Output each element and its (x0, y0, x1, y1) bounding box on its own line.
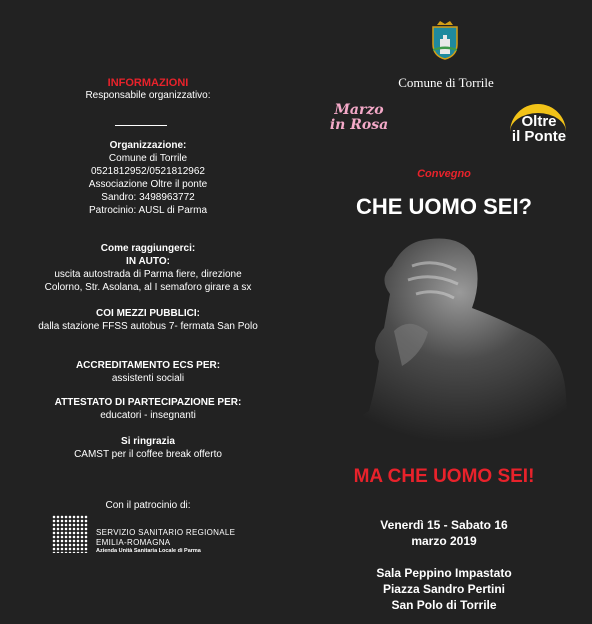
org-title: Organizzazione: (109, 140, 187, 151)
ssr-line: Azienda Unità Sanitaria Locale di Parma (96, 548, 201, 554)
directions-title: Come raggiungerci: (100, 243, 196, 254)
ssr-line: SERVIZIO SANITARIO REGIONALE (96, 528, 236, 537)
oltre-line: il Ponte (511, 128, 567, 145)
attestato-line: educatori - insegnanti (100, 410, 196, 421)
date-line: marzo 2019 (411, 534, 477, 548)
car-title: IN AUTO: (126, 256, 170, 267)
org-line: Associazione Oltre il ponte (88, 179, 208, 190)
municipality-name: Comune di Torrile (398, 75, 494, 90)
cover-panel (296, 0, 592, 624)
ssr-line: EMILIA-ROMAGNA (96, 538, 171, 547)
info-subtitle: Responsabile organizzativo: (85, 90, 211, 101)
thanks-line: CAMST per il coffee break offerto (74, 449, 222, 460)
info-title: INFORMAZIONI (107, 77, 189, 89)
car-line: Colorno, Str. Asolana, al I semaforo girare a sx (44, 282, 252, 293)
org-line: Sandro: 3498963772 (101, 192, 195, 203)
transit-line: dalla stazione FFSS autobus 7- fermata San Polo (38, 321, 258, 332)
man-silhouette-image (324, 236, 574, 454)
convegno-label: Convegno (417, 168, 471, 180)
car-line: uscita autostrada di Parma fiere, direzione (54, 269, 242, 280)
ecs-title: ACCREDITAMENTO ECS PER: (75, 360, 221, 371)
org-line: Comune di Torrile (108, 153, 188, 164)
venue-line: Piazza Sandro Pertini (382, 582, 506, 596)
separator-line (115, 125, 167, 126)
ssr-dots-icon (52, 515, 88, 553)
venue-line: San Polo di Torrile (391, 598, 497, 612)
ssr-logo (52, 515, 252, 555)
municipal-crest-icon (430, 20, 460, 60)
marzo-line: Marzo (334, 102, 384, 118)
attestato-title: ATTESTATO DI PARTECIPAZIONE PER: (54, 397, 242, 408)
transit-title: COI MEZZI PUBBLICI: (96, 308, 200, 319)
patronage-label: Con il patrocinio di: (105, 500, 191, 511)
marzo-line: in Rosa (329, 117, 389, 133)
oltre-line: Oltre (521, 113, 557, 130)
marzo-in-rosa-logo (314, 103, 404, 133)
ecs-line: assistenti sociali (111, 373, 185, 384)
oltre-il-ponte-logo (496, 100, 576, 148)
subtitle: MA CHE UOMO SEI! (353, 466, 535, 487)
main-title: CHE UOMO SEI? (355, 194, 532, 219)
thanks-title: Si ringrazia (121, 436, 175, 447)
date-line: Venerdì 15 - Sabato 16 (380, 518, 508, 532)
venue-line: Sala Peppino Impastato (376, 566, 512, 580)
org-line: 0521812952/0521812962 (90, 166, 205, 177)
org-line: Patrocinio: AUSL di Parma (88, 205, 208, 216)
